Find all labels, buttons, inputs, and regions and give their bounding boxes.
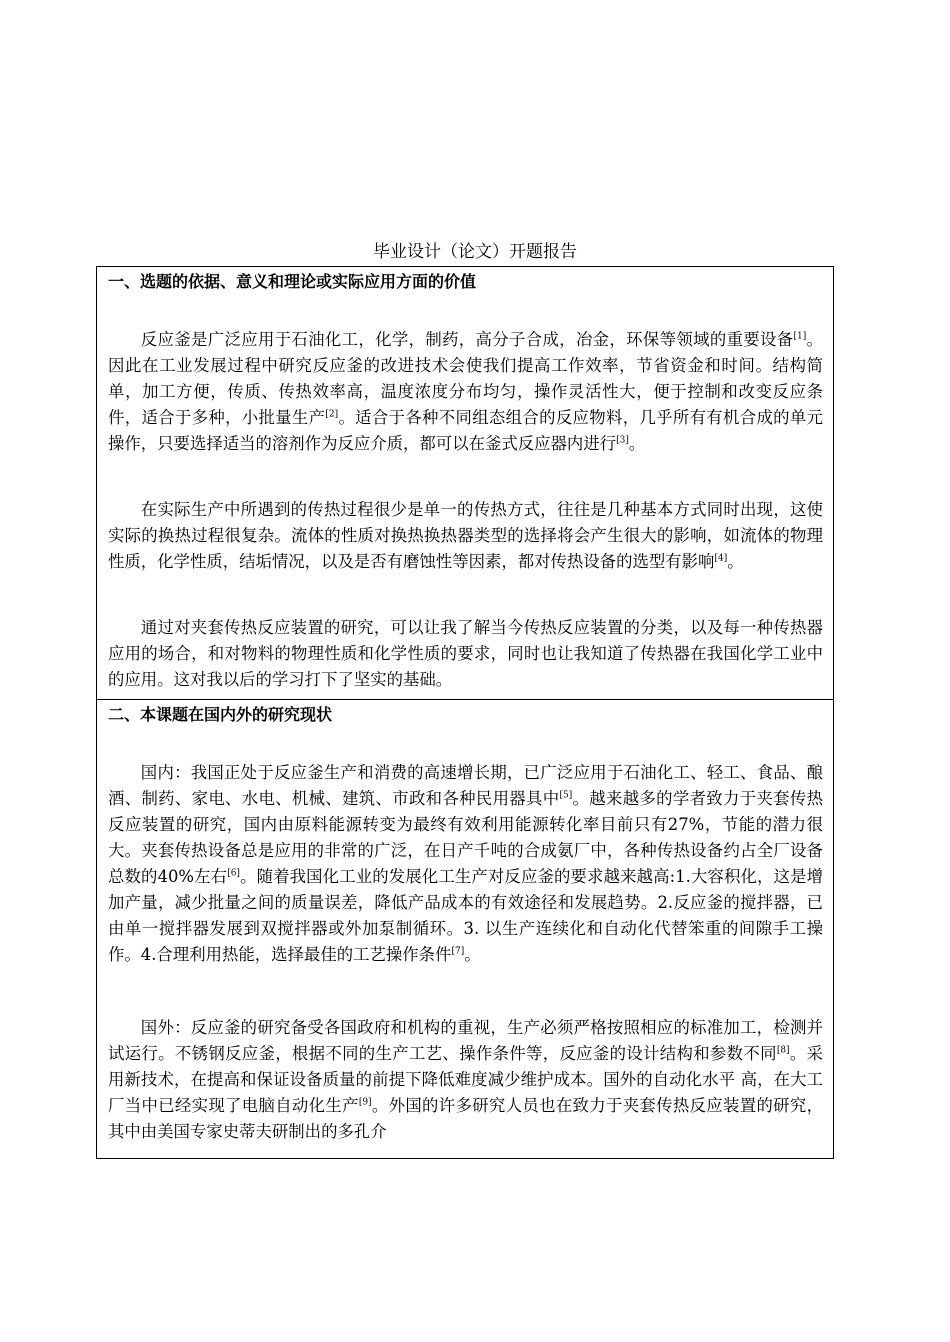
section-1-heading: 一、选题的依据、意义和理论或实际应用方面的价值 xyxy=(108,272,477,291)
section-divider xyxy=(96,699,834,700)
citation-ref: [3] xyxy=(616,435,629,446)
citation-ref: [2] xyxy=(325,409,339,420)
citation-ref: [5] xyxy=(559,790,573,801)
citation-ref: [4] xyxy=(714,553,728,564)
text-run: 。外国的许多研究人员也在致力于夹套传热反应装置的研究，其中由美国专家史蒂夫研制出的多孔介 xyxy=(108,1096,824,1141)
text-run: 在实际生产中所遇到的传热过程很少是单一的传热方式，往往是几种基本方式同时出现，这使实际的换热过程很复杂。流体的性质对换热换热器类型的选择将会产生很大的影响，如流体的物理性质，化学性质，结垢情况，以及是否有磨蚀性等因素，都对传热设备的选型有影响 xyxy=(108,500,823,571)
text-run: 。越来越多的学者致力于夹套传热反应装置的研究，国内由原料能源转变为最终有效利用能源转化率目前只有27%，节能的潜力很大。夹套传热设备总是应用的非常的广泛，在日产千吨的合成氨厂中，各种传热设备约占全厂设备总数的40%左右 xyxy=(108,789,824,886)
section-1-paragraph xyxy=(108,497,823,575)
citation-ref: [8] xyxy=(776,1045,790,1056)
citation-ref: [6] xyxy=(227,868,240,879)
text-run: 。 xyxy=(464,945,481,964)
section-2-heading: 二、本课题在国内外的研究现状 xyxy=(108,705,333,724)
citation-ref: [1] xyxy=(793,331,807,342)
text-run: 。随着我国化工业的发展化工生产对反应釜的要求越来越高:1.大容积化，这是增加产量，减少批量之间的质量误差，降低产品成本的有效途径和发展趋势。2.反应釜的搅拌器，已由单一搅拌器发展到双搅拌器或外加泵制循环。3. 以生产连续化和自动化代替笨重的间隙手工操作。4.合理利用热能，选择最佳的工艺操作条件 xyxy=(108,867,823,964)
section-2-paragraph xyxy=(108,760,823,968)
text-run: 。 xyxy=(628,434,646,453)
text-run: 通过对夹套传热反应装置的研究，可以让我了解当今传热反应装置的分类，以及每一种传热器应用的场合，和对物料的物理性质和化学性质的要求，同时也让我知道了传热器在我国化学工业中的应用。这对我以后的学习打下了坚实的基础。 xyxy=(108,618,823,689)
text-run: 反应釜是广泛应用于石油化工，化学，制药，高分子合成，冶金，环保等领域的重要设备 xyxy=(140,330,794,349)
section-1-paragraph xyxy=(108,327,823,457)
text-run: 。采用新技术，在提高和保证设备质量的前提下降低难度减少维护成本。国外的自动化水平 高，在大工厂当中已经实现了电脑自动化生产 xyxy=(108,1044,824,1115)
text-run: 。适合于各种不同组态组合的反应物料，几乎所有有机合成的单元操作，只要选择适当的溶剂作为反应介质，都可以在釜式反应器内进行 xyxy=(108,408,824,453)
document-title: 毕业设计（论文）开题报告 xyxy=(373,242,577,262)
text-run: 国内：我国正处于反应釜生产和消费的高速增长期，已广泛应用于石油化工、轻工、食品、酿酒、制药、家电、水电、机械、建筑、市政和各种民用器具中 xyxy=(108,763,823,808)
text-run: 。 xyxy=(727,552,744,571)
citation-ref: [9] xyxy=(358,1097,372,1108)
section-1-paragraph xyxy=(108,615,823,693)
text-run: 。因此在工业发展过程中研究反应釜的改进技术会使我们提高工作效率，节省资金和时间。结构简单，加工方便，传质、传热效率高，温度浓度分布均匀，操作灵活性大，便于控制和改变反应条件，适合于多种，小批量生产 xyxy=(108,330,824,427)
citation-ref: [7] xyxy=(451,946,465,957)
section-2-paragraph xyxy=(108,1015,823,1145)
text-run: 国外：反应釜的研究备受各国政府和机构的重视，生产必须严格按照相应的标准加工，检测并试运行。不锈钢反应釜，根据不同的生产工艺、操作条件等，反应釜的设计结构和参数不同 xyxy=(108,1018,823,1063)
